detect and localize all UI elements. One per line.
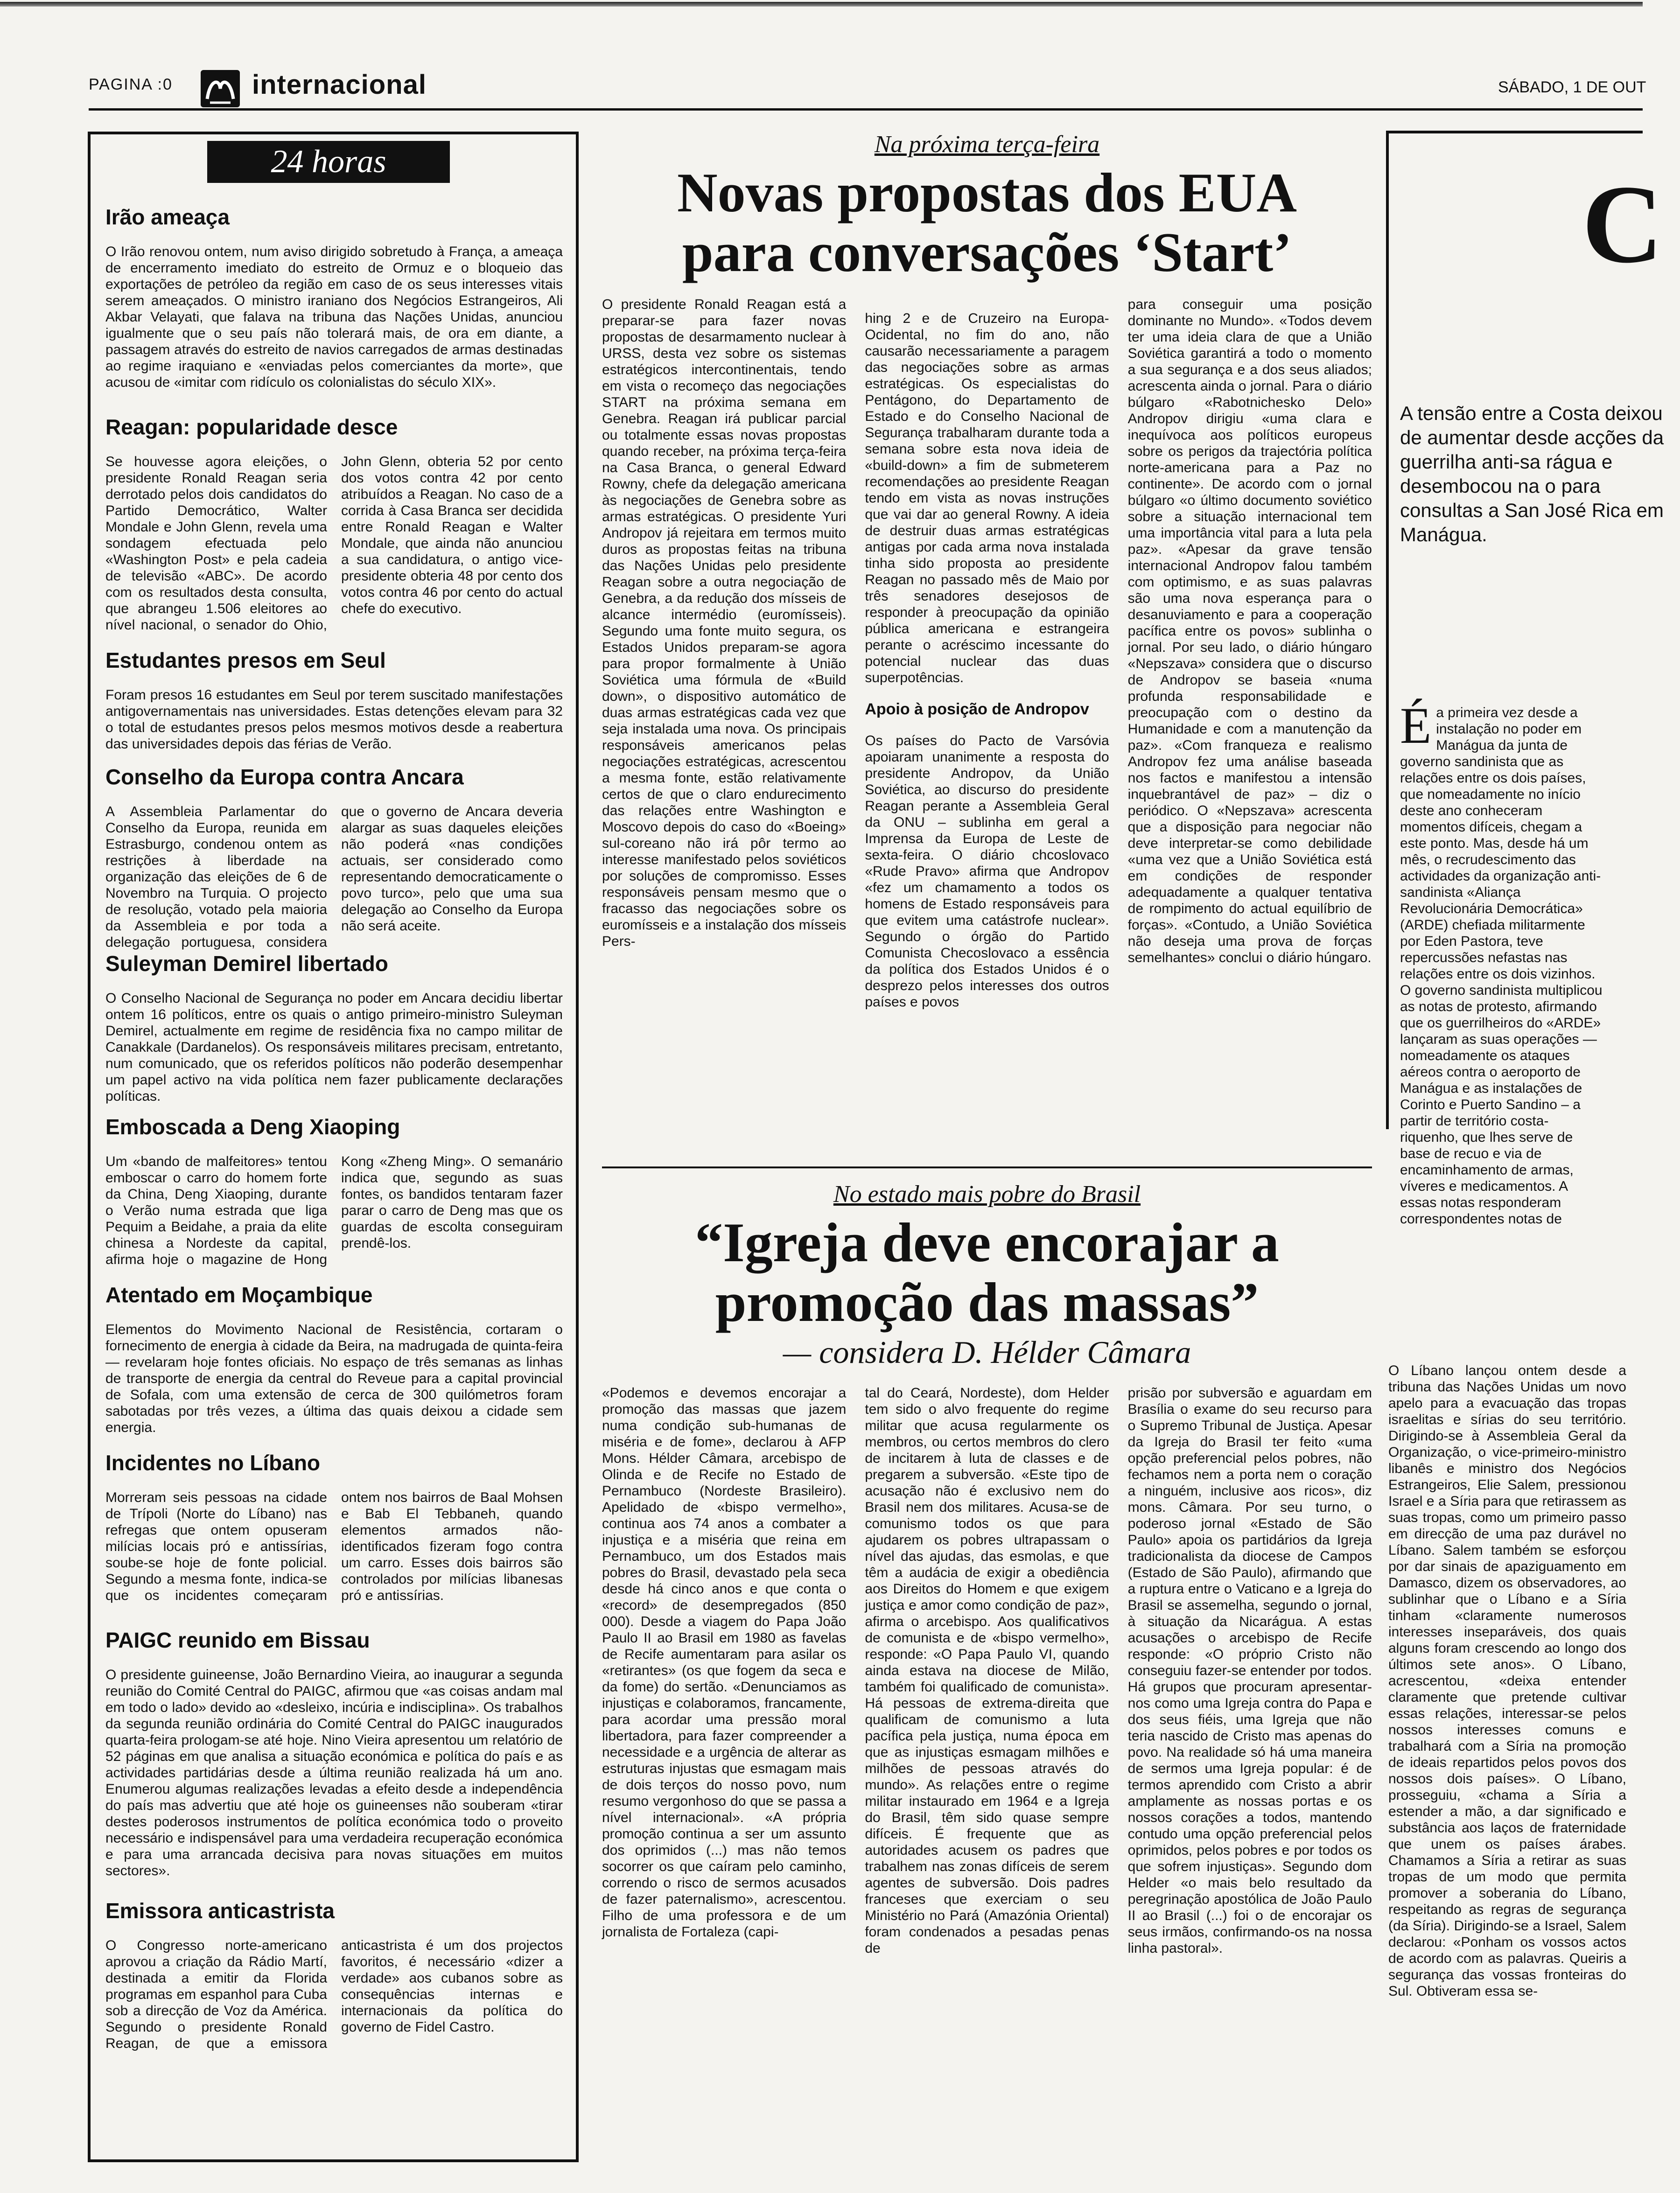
brief-title: Conselho da Europa contra Ancara <box>105 765 464 789</box>
article-column: prisão por subversão e aguardam em Brasília o exame do seu recurso para o Supremo Tribunal de Justiça. Apesar da Igreja do Brasil ter feito «uma opção preferencial pelos pobres, não fechamos nem a porta nem o coração a ninguém, inclusive aos ricos», diz mons. Câmara. Por seu turno, o poderoso jornal «Estado de São Paulo» apoia os partidários da Igreja tradicionalista da diocese de Campos (Estado de São Paulo), afirmando que a ruptura entre o Vaticano e a Igreja do Brasil se assemelha, segundo o jornal, à situação da Nicarágua. A estas acusações o arcebispo de Recife responde: «O próprio Cristo não conseguiu fazer-se entender por todos. Há grupos que procuram apresentar-nos como uma Igreja contra do Papa e dos seus fiéis, uma Igreja que não teria nascido de Cristo mas apenas do povo. Na realidade só há uma maneira de sermos uma Igreja popular: é de termos aprendido com Cristo a abrir amplamente as nossas portas e os nossos corações a todos, mantendo contudo uma opção preferencial pelos oprimidos, pelos pobres e por todos os que sofrem injustiças». Segundo dom Helder «o mais belo resultado da peregrinação apostólica de João Paulo II ao Brasil (...) foi o de encorajar os seus irmãos, confirmando-os na nossa linha pastoral». <box>1127 1385 1372 1956</box>
brief-text: Um «bando de malfeitores» tentou emboscar o carro do homem forte da China, Deng Xiaoping, durante o Verão numa estrada que liga Pequim a Beidahe, a praia da elite chinesa a Nordeste da capital, afirma hoje o magazine de Hong Kong «Zheng Ming». O semanário indica que, segundo as suas fontes, os bandidos tentaram fazer parar o carro de Deng mas que os guardas de escolta conseguiram prendê-los. <box>105 1154 563 1267</box>
article-kicker: Na próxima terça-feira <box>874 131 1100 158</box>
brief-text: O Congresso norte-americano aprovou a criação da Rádio Martí, destinada a emitir da Florida programas em espanhol para Cuba sob a direcção de Voz da América. Segundo o presidente Ronald Reagan, de que a emissora anticastrista é um dos projectos favoritos, é necessário «dizer a verdade» aos cubanos sobre as consequências internas e internacionais da política do governo de Fidel Castro. <box>105 1938 563 2051</box>
brief-story <box>105 1282 563 1450</box>
page-header <box>89 70 1646 103</box>
news-brief-sidebar <box>88 132 579 2162</box>
brief-title: Atentado em Moçambique <box>105 1283 373 1307</box>
headline-fragment: C <box>1582 162 1663 286</box>
article-column: O presidente Ronald Reagan está a preparar-se para fazer novas propostas de desarmamento nuclear à URSS, desta vez sobre os sistemas estratégicos intercontinentais, tendo em vista o recomeço das negociações START na próxima semana em Genebra. Reagan irá publicar parcial ou totalmente essas novas propostas quando receber, na próxima terça-feira na Casa Branca, o general Edward Rowny, chefe da delegação americana às negociações de Genebra sobre as armas estratégicas. O presidente Yuri Andropov já rejeitara em termos muito duros as propostas feitas na tribuna das Nações Unidas pelo presidente Reagan sobre a outra negociação de Genebra, a da redução dos mísseis de alcance intermédio (euromísseis). Segundo uma fonte muito segura, os Estados Unidos preparam-se agora para propor formalmente à União Soviética uma fórmula de «Build down», o dispositivo automático de duas armas estratégicas cada vez que seja instalada uma nova. Os principais responsáveis americanos pelas negociações estratégicas, acrescentou a mesma fonte, estão relativamente certos de que o claro endurecimento das relações entre Washington e Moscovo depois do caso do «Boeing» sul-coreano não irá pôr termo ao interesse manifestado pelos soviéticos por soluções de compromisso. Esses responsáveis pensam mesmo que o fracasso das negociações sobre os euromísseis e a instalação dos mísseis Pers- <box>602 297 847 949</box>
article-side-rule <box>1386 131 1389 1129</box>
brief-title: Suleyman Demirel libertado <box>105 951 388 976</box>
article-top-rule <box>1386 131 1643 133</box>
article-subhead: Apoio à posição de Andropov <box>865 700 1089 718</box>
brief-story <box>105 1898 563 2066</box>
article-body-text: O Líbano lançou ontem desde a tribuna das Nações Unidas um novo apelo para a evacuação das tropas israelitas e sírias do seu território. Dirigindo-se à Assembleia Geral da Organização, o vice-primeiro-ministro libanês e ministro dos Negócios Estrangeiros, Elie Salem, pressionou Israel e a Síria para que retirassem as suas tropas, como um primeiro passo em direcção de uma paz durável no Líbano. Salem também se esforçou por dar sinais de apaziguamento em Damasco, dizem os observadores, ao sublinhar que o Líbano e a Síria tinham «claramente numerosos interesses inseparáveis, dos quais alguns foram crescendo ao longo dos últimos sete anos». O Líbano, acrescentou, «deixa entender claramente que pretende cultivar essas relações, interessar-se pelos nossos interesses comuns e trabalhará com a Síria na promoção de ideais repartidos pelos povos dos nossos dois países». O Líbano, prosseguiu, «chama a Síria a estender a mão, a dar significado e substância aos laços de fraternidade que unem os países árabes. Chamamos a Síria a retirar as suas tropas de um modo que permita promover a soberania do Líbano, respeitando as regras de segurança (da Síria). Dirigindo-se a Israel, Salem declarou: «Ponham os vossos actos de acordo com as palavras. Queiris a segurança das vossas fronteiras do Sul. Obtiveram essa se- <box>1388 1363 1626 1999</box>
brief-text: Se houvesse agora eleições, o presidente Ronald Reagan seria derrotado pelos dois candidatos do Partido Democrático, Walter Mondale e John Glenn, revela uma sondagem efectuada pelo «Washington Post» e pela cadeia de televisão «ABC». De acordo com os resultados desta consulta, que abrangeu 1.506 eleitores ao nível nacional, o senador do Ohio, John Glenn, obteria 52 por cento dos votos contra 42 por cento atribuídos a Reagan. No caso de a corrida à Casa Branca ser decidida entre Ronald Reagan e Walter Mondale, que ainda não anunciou a sua candidatura, o antigo vice-presidente obteria 48 por cento dos votos contra 46 por cento do actual chefe do executivo. <box>105 454 563 633</box>
article-column-text: Os países do Pacto de Varsóvia apoiaram unanimente a resposta do presidente Andropov, da União Soviética, ao discurso do presidente Reagan perante a Assembleia Geral da ONU – sublinha em geral a Imprensa da Europa de Leste de sexta-feira. O diário chcoslovaco «Rude Pravo» afirma que Andropov «fez um chamamento a todos os homens de Estado responsáveis para que evitem uma catástrofe nuclear». Segundo o órgão do Partido Comunista Checoslovaco a essência da política dos Estados Unidos é o desprezo pelos interesses dos outros países e povos <box>865 733 1109 1010</box>
article-kicker: No estado mais pobre do Brasil <box>833 1181 1141 1208</box>
lebanon-article <box>1388 1362 1626 2156</box>
header-rule <box>89 108 1643 111</box>
brief-story <box>105 414 563 647</box>
brief-text: Foram presos 16 estudantes em Seul por terem suscitado manifestações antigovernamentais nas universidades. Estas detenções elevam para 32 o total de estudantes presos pelos mesmos motivos desde a reabertura das universidades depois das férias de Verão. <box>105 687 563 752</box>
issue-date: SÁBADO, 1 DE OUT <box>1498 78 1646 96</box>
article-byline: — considera D. Hélder Câmara <box>783 1334 1191 1370</box>
brief-title: Reagan: popularidade desce <box>105 415 398 439</box>
brief-story <box>105 648 563 766</box>
article-column <box>865 296 1109 1024</box>
brief-story <box>105 951 563 1118</box>
church-article <box>602 1180 1372 2156</box>
brief-title: Emissora anticastrista <box>105 1899 335 1923</box>
brief-text: Elementos do Movimento Nacional de Resistência, cortaram o fornecimento de energia à cidade da Beira, na madrugada de quinta-feira — revelaram hoje fontes oficiais. No espaço de três semanas as linhas de transporte de energia da central do Reveue para a capital provincial de Sofala, com uma extensão de cerca de 300 quilómetros foram sabotadas por três vezes, a última das quais deixou a cidade sem energia. <box>105 1322 563 1435</box>
brief-text: O presidente guineense, João Bernardino Vieira, ao inaugurar a segunda reunião do Comité Central do PAIGC, afirmou que «as coisas andam mal em todo o lado» devido ao «desleixo, incúria e indisciplina». Os trabalhos da segunda reunião ordinária do Comité Central do PAIGC inaugurados quarta-feira prologam-se até hoje. Nino Vieira apresentou um relatório de 52 páginas em que analisa a situação económica e política do país e as actividades partidárias desde a última reunião realizada há um ano. Enumerou algumas realizações levadas a efeito desde a independência do país mas advertiu que até hoje os guineenses não souberam «tirar destes poderosos instrumentos de política económica todo o proveito necessário e indispensável para uma verdadeira recuperação económica e para uma arrancada decisiva para novas situações em muitos sectores». <box>105 1667 563 1879</box>
drop-cap: É <box>1400 697 1432 754</box>
article-column-text: hing 2 e de Cruzeiro na Europa-Ocidental, no fim do ano, não causarão necessariamente a paragem das negociações sobre as armas estratégicas. Os especialistas do Pentágono, do Departamento de Estado e do Conselho Nacional de Segurança trabalharam durante toda a semana sobre esta nova ideia de «build-down» a fim de submeterem recomendações ao presidente Reagan tendo em vista as novas instruções que vai dar ao general Rowny. A ideia de destruir duas armas estratégicas antigas por cada arma nova instalada tinha sido proposta ao presidente Reagan no passado mês de Maio por três senadores desejosos de responder à preocupação da opinião pública americana e estrangeira perante o acréscimo incessante do potencial nuclear das duas superpotências. <box>865 311 1109 685</box>
brief-story <box>105 1114 563 1282</box>
article-body <box>1400 697 1605 1227</box>
brief-text: O Conselho Nacional de Segurança no poder em Ancara decidiu libertar ontem 16 políticos, entre os quais o antigo primeiro-ministro Suleyman Demirel, actualmente em regime de residência fixa no campo militar de Canakkale (Dardanelos). Os responsáveis militares precisam, entretanto, num comunicado, que os referidos políticos não poderão desempenhar um papel activo na vida política nem fazer publicamente declarações políticas. <box>105 991 563 1104</box>
sidebar-banner: 24 horas <box>207 141 450 183</box>
costa-rica-article <box>1386 131 1664 1227</box>
article-lead: A tensão entre a Costa deixou de aumentar desde acções da guerrilha anti-sa rágua e desembocou na o para consultas a San José Rica em Manágua. <box>1400 402 1664 545</box>
brief-title: Emboscada a Deng Xiaoping <box>105 1115 400 1139</box>
brief-story <box>105 1627 563 1893</box>
article-column: «Podemos e devemos encorajar a promoção das massas que jazem numa condição sub-humanas de miséria e de fome», declarou à AFP Mons. Hélder Câmara, arcebispo de Olinda e de Recife no Estado de Pernambuco (Nordeste Brasileiro). Apelidado de «bispo vermelho», continua aos 74 anos a combater a injustiça e a miséria que reina em Pernambuco, um dos Estados mais pobres do Brasil, devastado pela seca desde há cinco anos e que conta o «record» de desempregados (850 000). Desde a viagem do Papa João Paulo II ao Brasil em 1980 as favelas de Recife aumentaram para asilar os «retirantes» (os que fogem da seca e da fome) do sertão. «Denunciamos as injustiças e colaboramos, francamente, para acordar uma pressão moral libertadora, para fazer compreender a necessidade e a urgência de alterar as estruturas injustas que esmagam mais de dois terços do nosso povo, num resumo vergonhoso do que se passa a nível internacional». «A própria promoção continua a ser um assunto dos oprimidos (...) mas não temos socorrer os que caíram pelo caminho, correndo o risco de sermos acusados de fazer paternalismo», acrescentou. Filho de uma professora e de um jornalista de Fortaleza (capi- <box>602 1385 847 1940</box>
article-column: para conseguir uma posição dominante no Mundo». «Todos devem ter uma ideia clara de que a União Soviética garantirá a todo o momento a sua segurança e a dos seus aliados; acrescenta ainda o jornal. Para o diário búlgaro «Rabotnichesko Delo» Andropov dirigiu «uma clara e inequívoca aos políticos europeus sobre os perigos da trajectória política norte-americana para a Paz no continente». De acordo com o jornal búlgaro «o último documento soviético sobre a situação internacional tem uma importância vital para a luta pela paz». «Apesar da grave tensão internacional Andropov falou também com optimismo, e as suas palavras são uma nova esperança para o desanuviamento e para a cooperação pacífica entre os povos» sublinha o jornal. Por seu lado, o diário húngaro «Nepszava» considera que o discurso de Andropov se baseia «numa profunda responsabilidade e preocupação com o destino da Humanidade e com a manutenção da paz». «Com franqueza e realismo Andropov fez uma análise baseada nos factos e manifestou a intensão inquebrantável de paz» – diz o periódico. O «Nepszava» acrescenta que a disposição para negociar não deve interpretar-se como debilidade «uma vez que a União Soviética está em condições de responder adequadamente a qualquer tentativa de rompimento do actual equilíbrio de forças». «Contudo, a União Soviética não deseja uma prova de forças semelhantes» conclui o diário húngaro. <box>1127 297 1372 965</box>
newspaper-logo-icon <box>201 70 240 107</box>
article-body-text: a primeira vez desde a instalação no poder em Manágua da junta de governo sandinista que as relações entre os dois países, que nomeadamente no início deste ano conheceram momentos difíceis, chegam a este ponto. Mas, desde há um mês, o recrudescimento das actividades da organização anti-sandinista «Aliança Revolucionária Democrática» (ARDE) chefiada militarmente por Eden Pastora, teve repercussões nefastas nas relações entre os dois vizinhos. O governo sandinista multiplicou as notas de protesto, afirmando que os guerrilheiros do «ARDE» lançaram as suas operações — nomeadamente os ataques aéreos contra o aeroporto de Manágua e as instalações de Corinto e Puerto Sandino – a partir de território costa-riquenho, que lhes serve de base de recuo e via de encaminhamento de armas, víveres e medicamentos. A essas notas responderam correspondentes notas de <box>1400 705 1603 1227</box>
page-number: PAGINA :0 <box>89 76 173 93</box>
brief-story <box>105 204 563 405</box>
brief-title: Incidentes no Líbano <box>105 1451 321 1475</box>
start-talks-article <box>602 131 1372 1176</box>
section-title: internacional <box>252 70 427 100</box>
brief-text: Morreram seis pessoas na cidade de Trípoli (Norte do Líbano) nas refregas que ontem opuseram milícias locais pró e antissírias, soube-se hoje de fonte policial. Segundo a mesma fonte, indica-se que os incidentes começaram ontem nos bairros de Baal Mohsen e Bab El Tebbaneh, quando elementos armados não-identificados fizeram fogo contra um carro. Esses dois bairros são controlados por milícias libanesas pró e antissírias. <box>105 1490 563 1603</box>
article-column: tal do Ceará, Nordeste), dom Helder tem sido o alvo frequente do regime militar que acusa regularmente os membros, ou certos membros do clero de incitarem à luta de classes e de pregarem a subversão. «Este tipo de acusação não é exclusivo nem do Brasil nem dos militares. Acusa-se de comunismo todos os que para ajudarem os pobres ultrapassam o nível das ajudas, das esmolas, e que têm a audácia de exigir a obediência aos Direitos do Homem e que exigem justiça e amor como condição de paz», afirma o arcebispo. Aos qualificativos de comunista e de «bispo vermelho», responde: «O Papa Paulo VI, quando ainda estava na diocese de Milão, também foi qualificado de comunista». Há pessoas de extrema-direita que qualificam de comunismo a luta pacífica pela justiça, numa época em que as injustiças esmagam milhões e milhões de pessoas através do mundo». As relações entre o regime militar instaurado em 1964 e a Igreja do Brasil, têm sido quase sempre difíceis. É frequente que as autoridades acusem os padres que trabalhem nas zonas difíceis de serem agentes de subversão. Dois padres franceses que exerciam o seu Ministério no Pará (Amazónia Oriental) foram condenados a pesadas penas de <box>865 1385 1109 1956</box>
brief-text: A Assembleia Parlamentar do Conselho da Europa, reunida em Estrasburgo, condenou ontem as restrições à liberdade na organização das eleições de 6 de Novembro na Turquia. O projecto de resolução, votado pela maioria da Assembleia e por toda a delegação portuguesa, considera que o governo de Ancara deveria alargar as suas daqueles eleições não poderá «nas condições actuais, ser considerado como representando democraticamente o povo turco», pelo que uma sua delegação ao Conselho da Europa não será aceite. <box>105 804 563 950</box>
brief-title: PAIGC reunido em Bissau <box>105 1628 370 1652</box>
brief-text: O Irão renovou ontem, num aviso dirigido sobretudo à França, a ameaça de encerramento imediato do estreito de Ormuz e o bloqueio das exportações de petróleo da região em caso de os seus interesses vitais serem ameaçados. O ministro iraniano dos Negócios Estrangeiros, Ali Akbar Velayati, que falava na tribuna das Nações Unidas, anunciou igualmente que o seu país não tolerará mais, de ora em diante, a passagem através do estreito de navios carregados de armas destinadas ao regime iraquiano e «enviadas pelos comerciantes da morte», que acusou de «imitar com ridículo os colonialistas do século XIX». <box>105 244 563 390</box>
article-divider <box>602 1166 1372 1168</box>
brief-story <box>105 1450 563 1618</box>
brief-title: Irão ameaça <box>105 205 230 229</box>
article-headline: Novas propostas dos EUA para conversações ‘Start’ <box>677 161 1297 283</box>
brief-title: Estudantes presos em Seul <box>105 648 386 672</box>
top-border-rule <box>0 2 1643 7</box>
article-headline: “Igreja deve encorajar a promoção das massas” <box>695 1211 1279 1333</box>
brief-story <box>105 764 563 964</box>
